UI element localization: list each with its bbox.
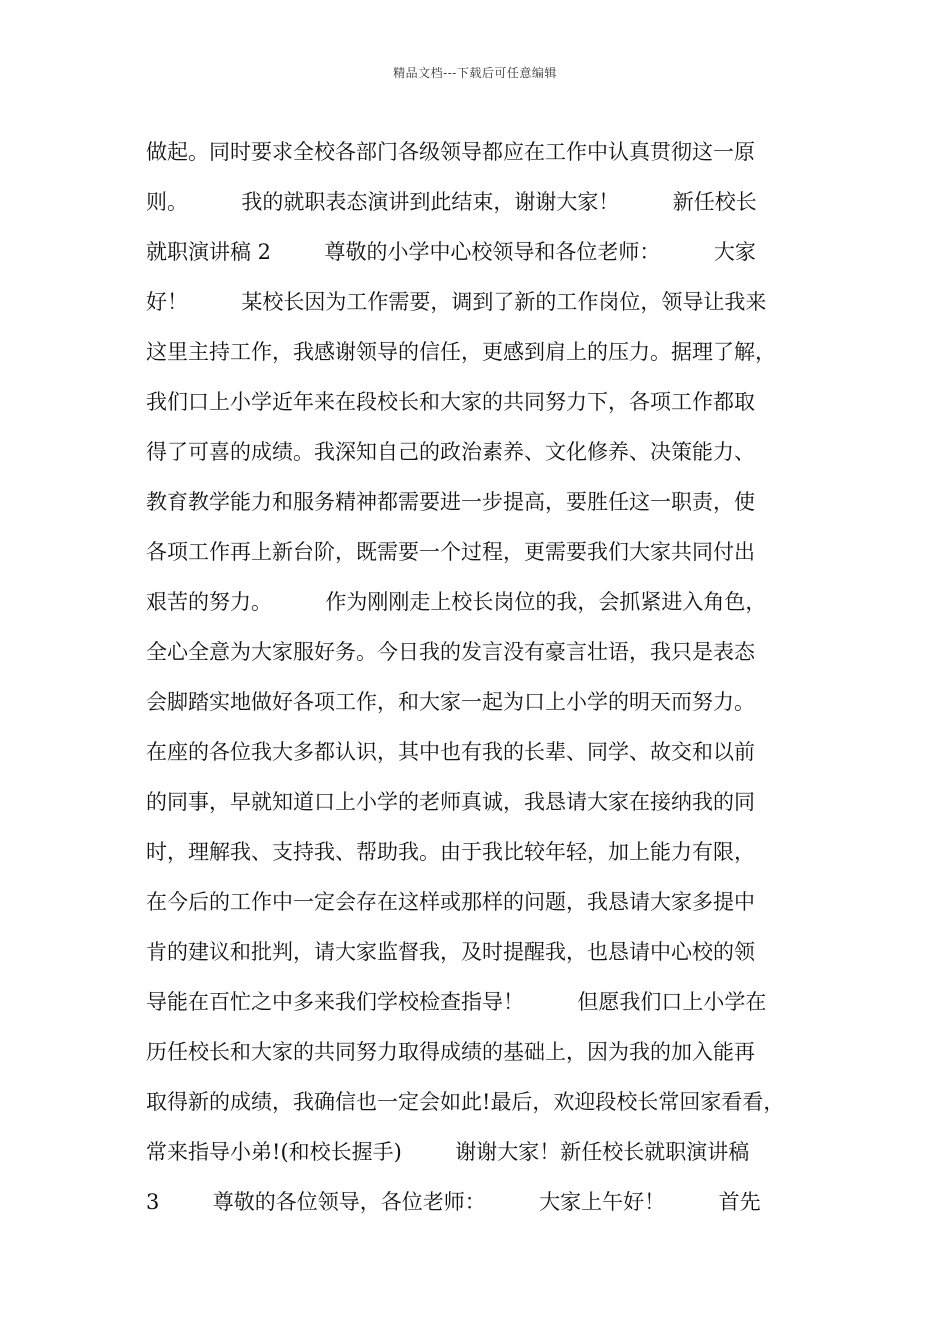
text-line: 全心全意为大家服好务。今日我的发言没有豪言壮语，我只是表态 — [146, 640, 755, 664]
text-line: 在今后的工作中一定会存在这样或那样的问题，我恳请大家多提中 — [146, 890, 755, 914]
text-line: 教育教学能力和服务精神都需要进一步提高，要胜任这一职责，使 — [146, 490, 755, 514]
text-line: 导能在百忙之中多来我们学校检查指导！ 但愿我们口上小学在 — [146, 990, 767, 1014]
text-line: 时，理解我、支持我、帮助我。由于我比较年轻，加上能力有限， — [146, 840, 755, 864]
text-line: 会脚踏实地做好各项工作，和大家一起为口上小学的明天而努力。 — [146, 690, 755, 714]
page-header: 精品文档---下载后可任意编辑 — [393, 66, 557, 80]
document-body — [146, 132, 826, 1232]
text-line: 肯的建议和批判，请大家监督我，及时提醒我，也恳请中心校的领 — [146, 940, 755, 964]
text-line: 得了可喜的成绩。我深知自己的政治素养、文化修养、决策能力、 — [146, 440, 755, 464]
text-line: 3 尊敬的各位领导，各位老师： 大家上午好！ 首先 — [146, 1190, 761, 1214]
text-line: 历任校长和大家的共同努力取得成绩的基础上，因为我的加入能再 — [146, 1040, 755, 1064]
text-line: 好！ 某校长因为工作需要，调到了新的工作岗位，领导让我来 — [146, 290, 767, 314]
text-line: 我们口上小学近年来在段校长和大家的共同努力下，各项工作都取 — [146, 390, 755, 414]
text-line: 这里主持工作，我感谢领导的信任，更感到肩上的压力。据理了解， — [146, 340, 776, 364]
text-line: 在座的各位我大多都认识，其中也有我的长辈、同学、故交和以前 — [146, 740, 755, 764]
text-line: 就职演讲稿 2 尊敬的小学中心校领导和各位老师： 大家 — [146, 240, 756, 264]
text-line: 艰苦的努力。 作为刚刚走上校长岗位的我，会抓紧进入角色， — [146, 590, 767, 614]
text-line: 的同事，早就知道口上小学的老师真诚，我恳请大家在接纳我的同 — [146, 790, 755, 814]
text-line: 则。 我的就职表态演讲到此结束，谢谢大家！ 新任校长 — [146, 190, 757, 214]
text-line: 取得新的成绩，我确信也一定会如此!最后，欢迎段校长常回家看看， — [146, 1090, 785, 1114]
text-line: 常来指导小弟!(和校长握手) 谢谢大家！新任校长就职演讲稿 — [146, 1140, 750, 1164]
text-line: 做起。同时要求全校各部门各级领导都应在工作中认真贯彻这一原 — [146, 140, 755, 164]
text-line: 各项工作再上新台阶，既需要一个过程，更需要我们大家共同付出 — [146, 540, 755, 564]
